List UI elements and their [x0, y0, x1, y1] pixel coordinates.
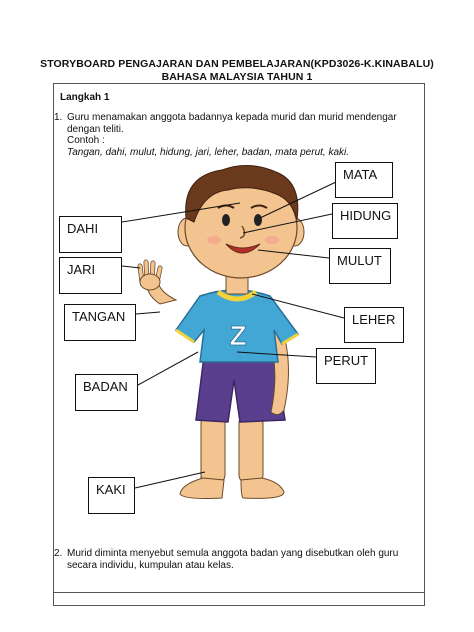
label-kaki: KAKI: [88, 477, 135, 514]
instruction-1-line2: dengan teliti.: [67, 123, 124, 135]
label-tangan: TANGAN: [64, 304, 136, 341]
pointer-tangan: [136, 312, 160, 314]
instruction-2-number: 2.: [54, 548, 63, 559]
contoh-example: Tangan, dahi, mulut, hidung, jari, leher, badan, mata perut, kaki.: [67, 146, 350, 158]
label-perut: PERUT: [316, 348, 376, 384]
label-leher: LEHER: [344, 307, 404, 343]
pointer-jari: [122, 266, 140, 268]
instruction-2-line2: secara individu, kumpulan atau kelas.: [67, 559, 234, 571]
label-jari: JARI: [59, 257, 122, 294]
label-mulut: MULUT: [329, 248, 391, 284]
instruction-2-line1: Murid diminta menyebut semula anggota badan yang disebutkan oleh guru: [67, 548, 399, 559]
label-hidung: HIDUNG: [332, 203, 398, 239]
pointer-badan: [138, 352, 198, 385]
label-dahi: DAHI: [59, 216, 122, 253]
instruction-2: [54, 548, 419, 574]
document-title: STORYBOARD PENGAJARAN DAN PEMBELAJARAN(KPD3026-K.KINABALU): [40, 58, 434, 70]
contoh-label: Contoh :: [67, 135, 105, 146]
instruction-1-number: 1.: [54, 112, 63, 123]
document-subtitle: BAHASA MALAYSIA TAHUN 1: [161, 71, 313, 83]
step-title: Langkah 1: [60, 92, 110, 103]
svg-text:Z: Z: [229, 320, 247, 351]
label-mata: MATA: [335, 162, 393, 198]
label-badan: BADAN: [75, 374, 138, 411]
instruction-1-line1: Guru menamakan anggota badannya kepada murid dan murid mendengar: [67, 112, 397, 123]
